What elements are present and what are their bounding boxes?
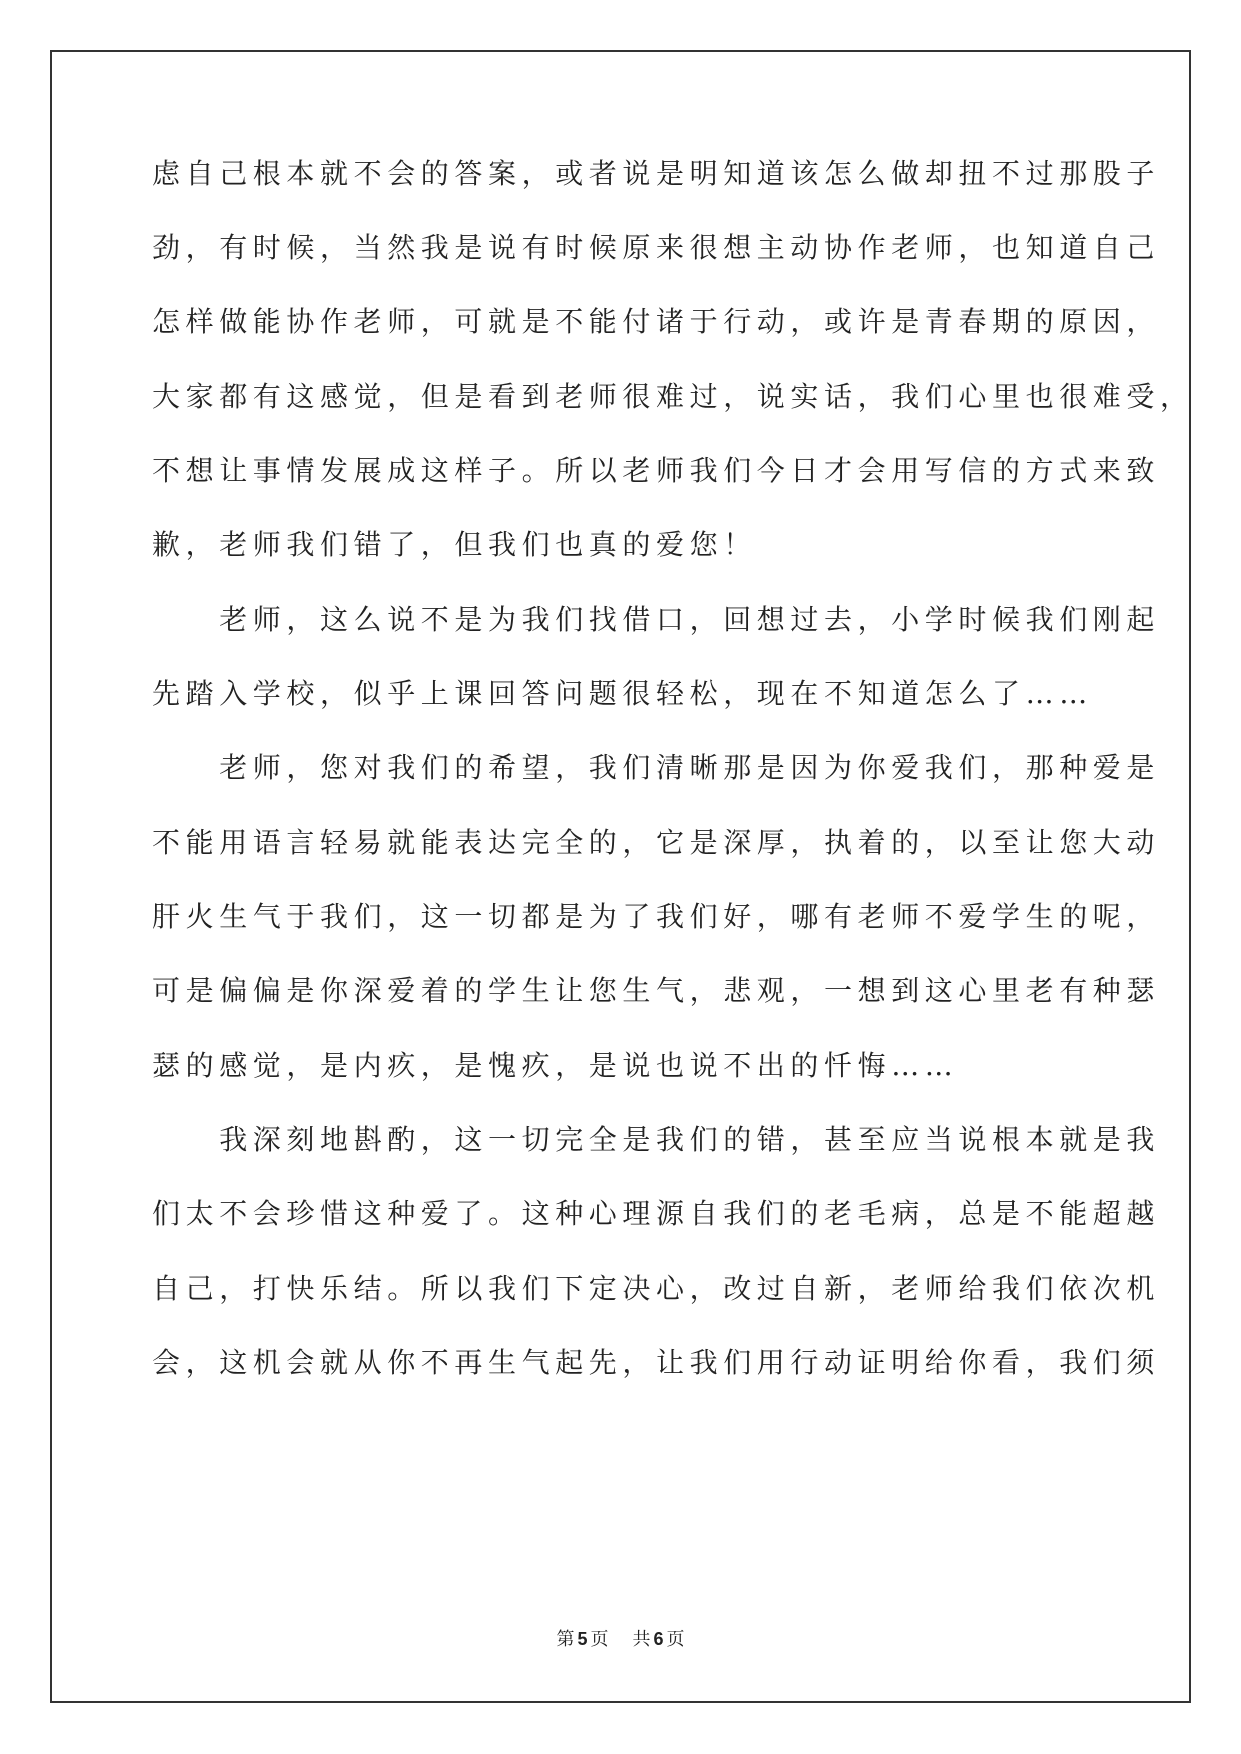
text-line: 虑自己根本就不会的答案，或者说是明知道该怎么做却扭不过那股子 — [152, 157, 1161, 190]
text-line: 肝火生气于我们，这一切都是为了我们好，哪有老师不爱学生的呢， — [152, 900, 1161, 933]
text-line: 先踏入学校，似乎上课回答问题很轻松，现在不知道怎么了…… — [152, 677, 1093, 710]
text-line: 老师，您对我们的希望，我们清晰那是因为你爱我们，那种爱是 — [152, 751, 1161, 784]
page-footer — [0, 1627, 1241, 1652]
text-line: 歉，老师我们错了，但我们也真的爱您！ — [152, 528, 757, 561]
total-page-number: 6 — [653, 1629, 664, 1649]
text-line: 我深刻地斟酌，这一切完全是我们的错，甚至应当说根本就是我 — [152, 1123, 1161, 1156]
total-unit: 页 — [666, 1629, 685, 1650]
text-line: 怎样做能协作老师，可就是不能付诸于行动，或许是青春期的原因， — [152, 305, 1161, 338]
text-line: 可是偏偏是你深爱着的学生让您生气，悲观，一想到这心里老有种瑟 — [152, 974, 1161, 1007]
page-prefix: 第 — [556, 1629, 575, 1650]
current-page-number: 5 — [577, 1629, 588, 1649]
text-line: 自己，打快乐结。所以我们下定决心，改过自新，老师给我们依次机 — [152, 1272, 1161, 1305]
total-prefix: 共 — [632, 1629, 651, 1650]
text-line: 们太不会珍惜这种爱了。这种心理源自我们的老毛病，总是不能超越 — [152, 1197, 1161, 1230]
page-border — [50, 50, 1191, 1703]
page-unit: 页 — [590, 1629, 609, 1650]
text-line: 瑟的感觉，是内疚，是愧疚，是说也说不出的忏悔…… — [152, 1049, 959, 1082]
text-line: 会，这机会就从你不再生气起先，让我们用行动证明给你看，我们须 — [152, 1346, 1161, 1379]
text-line: 老师，这么说不是为我们找借口，回想过去，小学时候我们刚起 — [152, 603, 1161, 636]
text-line: 劲，有时候，当然我是说有时候原来很想主动协作老师，也知道自己 — [152, 231, 1161, 264]
text-line: 不想让事情发展成这样子。所以老师我们今日才会用写信的方式来致 — [152, 454, 1161, 487]
text-line: 不能用语言轻易就能表达完全的，它是深厚，执着的，以至让您大动 — [152, 826, 1161, 859]
text-line: 大家都有这感觉，但是看到老师很难过，说实话，我们心里也很难受， — [152, 380, 1194, 413]
